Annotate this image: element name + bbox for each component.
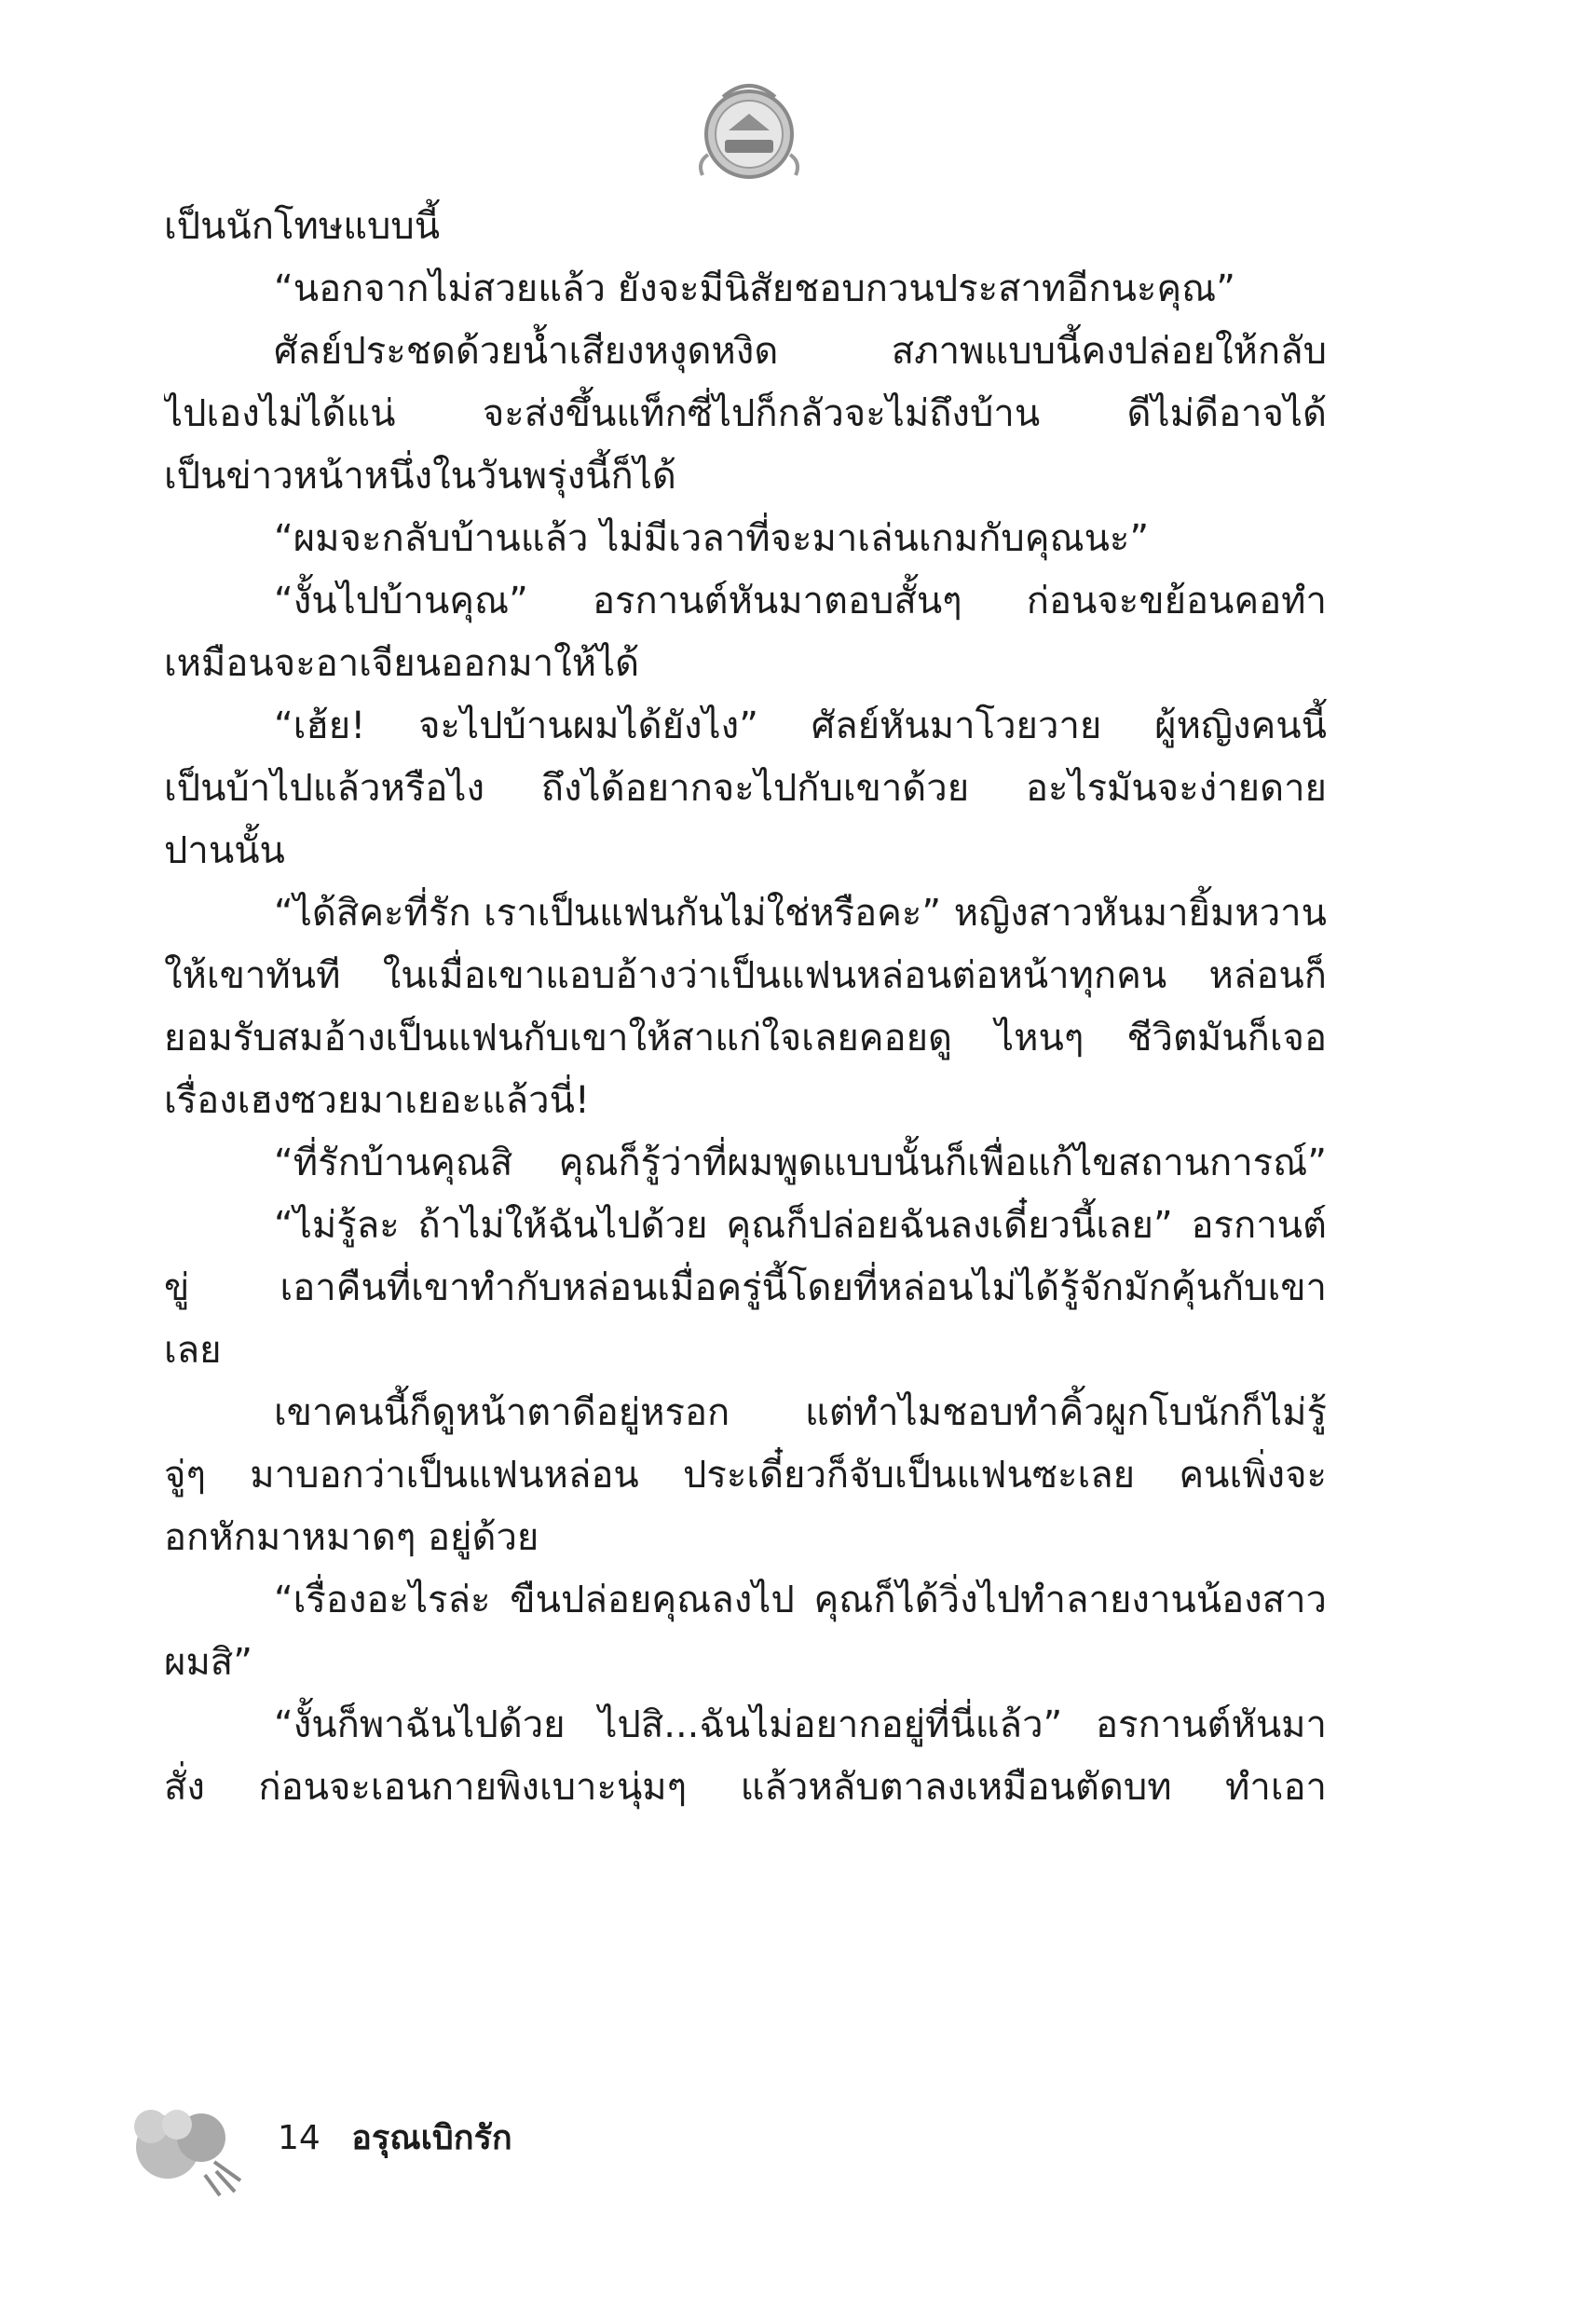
text-line: ผมสิ” [164, 1641, 252, 1684]
text-line: ยอมรับสมอ้างเป็นแฟนกับเขาให้สาแก่ใจเลยคอยดู ไหนๆ ชีวิตมันก็เจอ [164, 1017, 1327, 1060]
text-line: “ที่รักบ้านคุณสิ คุณก็รู้ว่าที่ผมพูดแบบนั้นก็เพื่อแก้ไขสถานการณ์” [274, 1142, 1327, 1184]
text-line: ให้เขาทันที ในเมื่อเขาแอบอ้างว่าเป็นแฟนหล่อนต่อหน้าทุกคน หล่อนก็ [164, 954, 1327, 997]
text-line: “ได้สิคะที่รัก เราเป็นแฟนกันไม่ใช่หรือคะ” หญิงสาวหันมายิ้มหวาน [274, 892, 1327, 935]
text-line: “ผมจะกลับบ้านแล้ว ไม่มีเวลาที่จะมาเล่นเกมกับคุณนะ” [274, 517, 1150, 560]
publisher-logo-icon [680, 65, 818, 203]
text-line: เหมือนจะอาเจียนออกมาให้ได้ [164, 642, 640, 685]
text-line: “เฮ้ย! จะไปบ้านผมได้ยังไง” ศัลย์หันมาโวยวาย ผู้หญิงคนนี้ [274, 704, 1327, 747]
text-line: เป็นข่าวหน้าหนึ่งในวันพรุ่งนี้ก็ได้ [164, 455, 676, 498]
text-line: เป็นบ้าไปแล้วหรือไง ถึงได้อยากจะไปกับเขาด้วย อะไรมันจะง่ายดาย [164, 767, 1327, 810]
text-line: เลย [164, 1329, 222, 1372]
text-line: เขาคนนี้ก็ดูหน้าตาดีอยู่หรอก แต่ทำไมชอบทำคิ้วผูกโบนักก็ไม่รู้ [274, 1391, 1327, 1434]
text-line: สั่ง ก่อนจะเอนกายพิงเบาะนุ่มๆ แล้วหลับตาลงเหมือนตัดบท ทำเอา [164, 1766, 1327, 1809]
text-line: ไปเองไม่ได้แน่ จะส่งขึ้นแท็กซี่ไปก็กลัวจะไม่ถึงบ้าน ดีไม่ดีอาจได้ [164, 392, 1327, 435]
text-line: ศัลย์ประชดด้วยน้ำเสียงหงุดหงิด สภาพแบบนี้คงปล่อยให้กลับ [274, 330, 1327, 373]
text-line: เป็นนักโทษแบบนี้ [164, 205, 441, 248]
text-line: “ไม่รู้ละ ถ้าไม่ให้ฉันไปด้วย คุณก็ปล่อยฉันลงเดี๋ยวนี้เลย” อรกานต์ [274, 1204, 1327, 1247]
flower-icon [112, 2087, 252, 2199]
text-line: “เรื่องอะไรล่ะ ขืนปล่อยคุณลงไป คุณก็ได้วิ่งไปทำลายงานน้องสาว [274, 1579, 1327, 1621]
text-line: ปานนั้น [164, 829, 285, 872]
page-number: 14 [278, 2119, 321, 2157]
text-line: อกหักมาหมาดๆ อยู่ด้วย [164, 1516, 539, 1559]
book-title: อรุณเบิกรัก [351, 2119, 512, 2157]
body-text [164, 196, 1327, 1819]
text-line: “งั้นไปบ้านคุณ” อรกานต์หันมาตอบสั้นๆ ก่อนจะขย้อนคอทำ [274, 580, 1327, 622]
text-line: จู่ๆ มาบอกว่าเป็นแฟนหล่อน ประเดี๋ยวก็จับเป็นแฟนซะเลย คนเพิ่งจะ [164, 1454, 1327, 1497]
text-line: “นอกจากไม่สวยแล้ว ยังจะมีนิสัยชอบกวนประสาทอีกนะคุณ” [274, 267, 1235, 310]
page-footer [278, 2111, 512, 2167]
text-line: “งั้นก็พาฉันไปด้วย ไปสิ...ฉันไม่อยากอยู่ที่นี่แล้ว” อรกานต์หันมา [274, 1703, 1327, 1746]
text-line: เรื่องเฮงซวยมาเยอะแล้วนี่! [164, 1079, 590, 1122]
text-line: ขู่ เอาคืนที่เขาทำกับหล่อนเมื่อครู่นี้โดยที่หล่อนไม่ได้รู้จักมักคุ้นกับเขา [164, 1266, 1327, 1309]
